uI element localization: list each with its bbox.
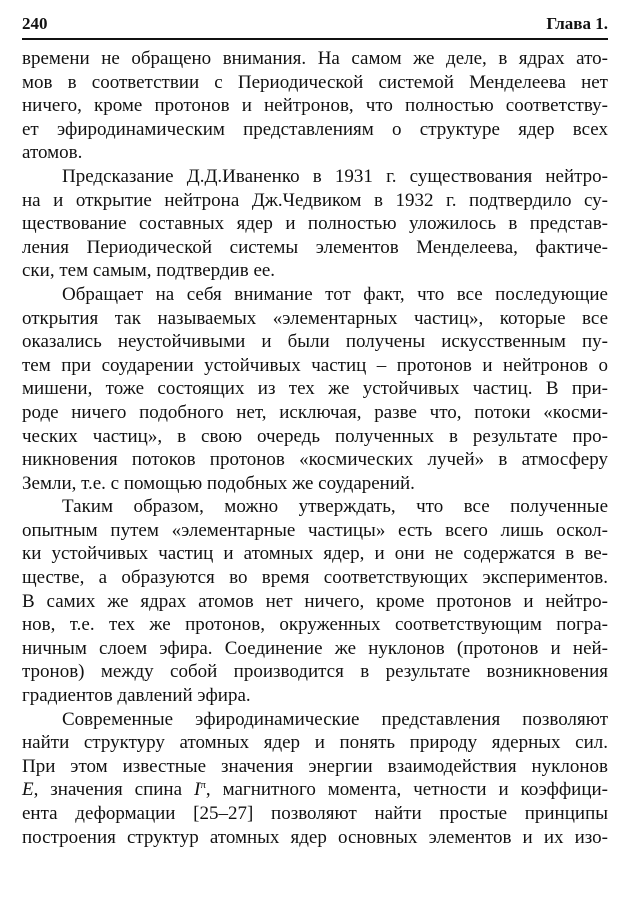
text-line: роде ничего подобного нет, исключая, разве что, потоки «косми-	[22, 401, 608, 423]
text-line: мишени, тоже состоящих из тех же устойчивых частиц. В при-	[22, 378, 608, 400]
text-line: тем при соударении устойчивых частиц – протонов и нейтронов о	[22, 354, 608, 376]
text-line: ет эфиродинамическим представлениям о структуре ядер всех	[22, 118, 608, 140]
text-line: При этом известные значения энергии взаимодействия нуклонов	[22, 755, 608, 777]
paragraph-1	[22, 47, 608, 165]
paragraph-5	[22, 708, 608, 850]
text-line: Обращает на себя внимание тот факт, что все последующие	[62, 283, 608, 305]
parity-superscript: π	[200, 779, 206, 792]
text-line: ничным слоем эфира. Соединение же нуклонов (протонов и ней-	[22, 637, 608, 659]
text-line: ента деформации [25–27] позволяют найти простые принципы	[22, 803, 608, 824]
text-line: атомов.	[22, 142, 83, 164]
text-line: ления Периодической системы элементов Менделеева, фактиче-	[22, 236, 608, 258]
energy-symbol: E	[22, 779, 34, 801]
text-line: времени не обращено внимания. На самом же деле, в ядрах ато-	[22, 48, 608, 69]
text-line: найти структуру атомных ядер и понять природу ядерных сил.	[22, 732, 608, 754]
text-line: опытным путем «элементарные частицы» есть всего лишь оскол-	[22, 519, 608, 541]
text-line: Земли, т.е. с помощью подобных же соударений.	[22, 472, 415, 494]
text-line: ческих частиц», в свою очередь полученных в результате про-	[22, 425, 608, 447]
paragraph-2	[22, 165, 608, 283]
header-rule	[22, 38, 608, 40]
text-line: никновения потоков протонов «космических лучей» в атмосферу	[22, 449, 608, 471]
text-line: ски, тем самым, подтвердив ее.	[22, 260, 276, 282]
text-line: градиентов давлений эфира.	[22, 685, 251, 707]
text-line: ки устойчивых частиц и атомных ядер, и они не содержатся в ве-	[22, 543, 608, 565]
text-line: оказались неустойчивыми и были получены искусственным пу-	[22, 331, 608, 353]
paragraph-3	[22, 283, 608, 495]
text-line: Предсказание Д.Д.Иваненко в 1931 г. существования нейтро-	[62, 165, 608, 187]
text-line: В самих же ядрах атомов нет ничего, кроме протонов и нейтро-	[22, 590, 608, 612]
text-line-with-formula	[22, 778, 608, 802]
text-line: ничего, кроме протонов и нейтронов, что полностью соответству-	[22, 95, 608, 117]
paragraph-4	[22, 495, 608, 707]
text-line: ществование составных ядер и полностью уложилось в представ-	[22, 213, 608, 235]
running-header	[22, 14, 608, 38]
text-fragment: , значения спина	[33, 779, 194, 801]
text-line: открытия так называемых «элементарных частиц», которые все	[22, 307, 608, 329]
page-number: 240	[22, 14, 48, 33]
text-line: ществе, а образуются во время соответствующих экспериментов.	[22, 567, 608, 589]
text-line: мов в соответствии с Периодической системой Менделеева нет	[22, 71, 608, 93]
chapter-title: Глава 1.	[546, 14, 608, 33]
text-line: Современные эфиродинамические представления позволяют	[62, 708, 608, 730]
text-fragment: , магнитного момента, четности и коэффици-	[205, 779, 609, 801]
text-line: построения структур атомных ядер основных элементов и их изо-	[22, 826, 608, 848]
text-line: Таким образом, можно утверждать, что все полученные	[62, 496, 608, 518]
text-line: нов, т.е. тех же протонов, окруженных соответствующим погра-	[22, 614, 608, 636]
spin-symbol: I	[193, 779, 201, 801]
body-text	[22, 47, 608, 849]
text-line: тронов) между собой производится в результате возникновения	[22, 661, 608, 683]
text-line: на и открытие нейтрона Дж.Чедвиком в 1932 г. подтвердило су-	[22, 189, 608, 211]
